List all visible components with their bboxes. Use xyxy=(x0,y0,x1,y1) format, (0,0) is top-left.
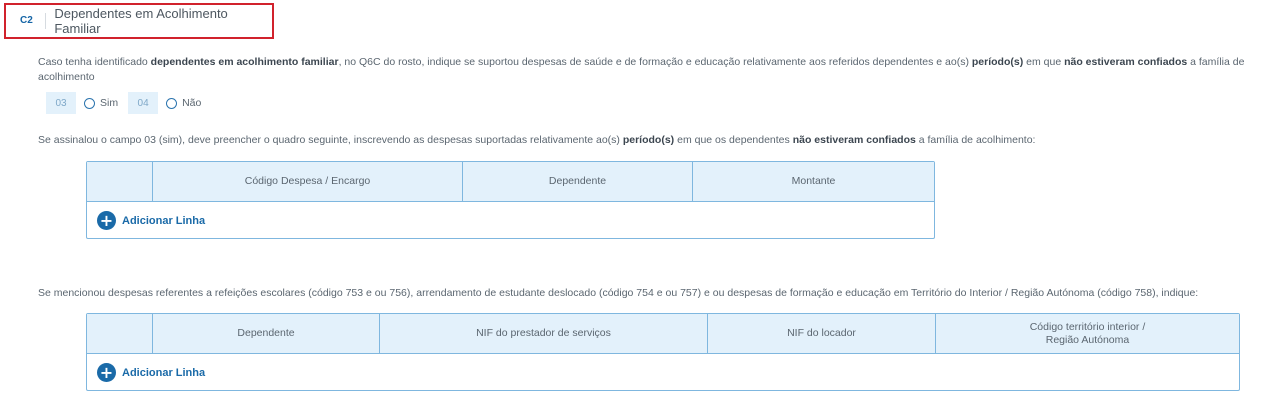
plus-icon[interactable]: + xyxy=(97,363,116,382)
territory-table xyxy=(86,313,1240,391)
yes-no-options xyxy=(46,92,211,114)
instruction-bold: período(s) xyxy=(622,134,675,146)
field-number-04: 04 xyxy=(128,92,158,114)
radio-nao-label[interactable]: Não xyxy=(182,97,202,109)
column-header-montante: Montante xyxy=(692,162,934,201)
instruction-part: em que os dependentes xyxy=(674,134,793,146)
question-text xyxy=(38,55,1258,85)
column-header-codigo-territorio xyxy=(935,314,1239,353)
plus-icon[interactable]: + xyxy=(97,211,116,230)
instruction-part: Se assinalou o campo 03 (sim), deve preencher o quadro seguinte, inscrevendo as despesas suportadas relativamente ao(s) xyxy=(38,134,623,146)
question-text-bold: não estiveram confiados xyxy=(1064,56,1188,68)
add-row-label[interactable]: Adicionar Linha xyxy=(122,214,206,227)
question-text-part: Caso tenha identificado xyxy=(38,56,151,68)
section-code: C2 xyxy=(20,13,46,29)
section-title: Dependentes em Acolhimento Familiar xyxy=(54,6,228,36)
instruction-bold: não estiveram confiados xyxy=(792,134,916,146)
column-header-dependente: Dependente xyxy=(462,162,692,201)
add-row-button[interactable] xyxy=(87,354,1239,391)
question-text-part: a família de acolhimento xyxy=(38,56,1245,83)
column-header-nif-prestador: NIF do prestador de serviços xyxy=(379,314,707,353)
question-text-part: , no Q6C do rosto, indique se suportou despesas de saúde e de formação e educação relativamente aos referidos dependentes e ao(s) xyxy=(338,56,972,68)
radio-nao[interactable] xyxy=(166,98,177,109)
column-header-nif-locador: NIF do locador xyxy=(707,314,935,353)
table2-instruction: Se mencionou despesas referentes a refeições escolares (código 753 e ou 756), arrendamento de estudante deslocado (código 754 e ou 757) e ou despesas de formação e educação em Território do Interior / Região Autónoma (código 758), indique: xyxy=(38,287,1199,299)
section-header xyxy=(4,3,274,39)
column-header-line: Código território interior / xyxy=(1029,320,1146,333)
table1-instruction xyxy=(38,133,1035,148)
table-header xyxy=(87,162,934,202)
column-header-dependente: Dependente xyxy=(152,314,379,353)
table-header xyxy=(87,314,1239,354)
field-number-03: 03 xyxy=(46,92,76,114)
question-text-part: em que xyxy=(1023,56,1065,68)
radio-sim[interactable] xyxy=(84,98,95,109)
column-header-line: Região Autónoma xyxy=(1045,333,1130,346)
expenses-table xyxy=(86,161,935,239)
instruction-part: a família de acolhimento: xyxy=(915,134,1036,146)
add-row-button[interactable] xyxy=(87,202,934,239)
column-header-select xyxy=(87,314,152,353)
column-header-codigo: Código Despesa / Encargo xyxy=(152,162,462,201)
question-text-bold: período(s) xyxy=(971,56,1024,68)
column-header-select xyxy=(87,162,152,201)
radio-sim-label[interactable]: Sim xyxy=(100,97,119,109)
add-row-label[interactable]: Adicionar Linha xyxy=(122,366,206,379)
question-text-bold: dependentes em acolhimento familiar xyxy=(150,56,339,68)
